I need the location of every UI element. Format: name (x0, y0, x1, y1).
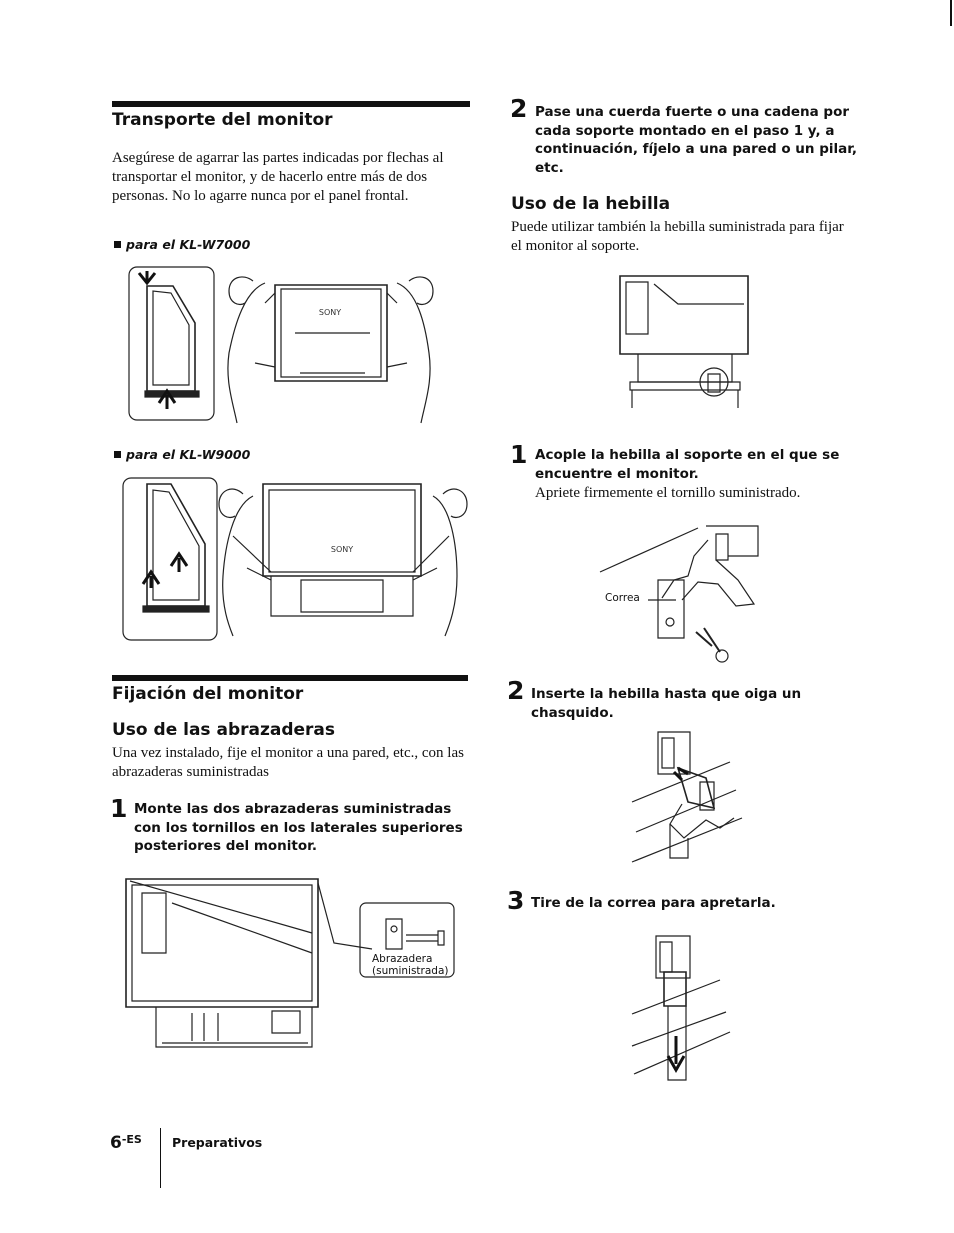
step2-text: Pase una cuerda fuerte o una cadena por cada soporte montado en el paso 1 y, a continuación, fíjelo a una pared o un pilar, etc. (535, 104, 858, 176)
buckle-step3-text: Tire de la correa para apretarla. (531, 895, 776, 911)
figure-strap-tighten (630, 932, 734, 1084)
figure-kl-w7000 (125, 263, 445, 428)
strap-label: Correa (605, 592, 640, 604)
fixing-rule (112, 675, 468, 681)
buckle-title: Uso de la hebilla (511, 194, 671, 214)
fixing-title: Fijación del monitor (112, 684, 304, 704)
page-number (110, 1133, 142, 1153)
transport-title: Transporte del monitor (112, 110, 333, 130)
clamps-subtitle: Uso de las abrazaderas (112, 720, 336, 740)
footer-divider (160, 1128, 161, 1188)
buckle-step3-number: 3 (507, 886, 525, 915)
clamps-step1-text: Monte las dos abrazaderas suministradas con los tornillos en los laterales superiores posteriores del monitor. (134, 801, 463, 854)
sony-logo-w7000: SONY (318, 308, 342, 317)
page-number-suffix: -ES (121, 1133, 142, 1146)
transport-rule (112, 101, 470, 107)
clamp-label-line2: (suministrada) (372, 965, 449, 977)
clamps-step1-number: 1 (110, 794, 128, 823)
caption-kl-w7000: para el KL-W7000 (114, 237, 250, 252)
clamps-body: Una vez instalado, fije el monitor a una pared, etc., con las abrazaderas suministradas (112, 745, 464, 780)
buckle-step1-number: 1 (510, 440, 528, 469)
buckle-step1-text: Acople la hebilla al soporte en el que se encuentre el monitor. (535, 447, 840, 482)
transport-body: Asegúrese de agarrar las partes indicadas por flechas al transportar el monitor, y de hacerlo entre más de dos personas. No lo agarre nunca por el panel frontal. (112, 150, 444, 204)
footer-section: Preparativos (172, 1135, 263, 1150)
clamp-label-line1: Abrazadera (372, 953, 433, 965)
buckle-body: Puede utilizar también la hebilla suministrada para fijar el monitor al soporte. (511, 219, 844, 254)
buckle-step1-note: Apriete firmemente el tornillo suministrado. (535, 485, 801, 501)
caption-kl-w9000: para el KL-W9000 (114, 447, 250, 462)
buckle-step2-text: Inserte la hebilla hasta que oiga un chasquido. (531, 686, 802, 721)
step2-number: 2 (510, 94, 528, 123)
clamp-label (372, 953, 448, 977)
page-number-digit: 6 (110, 1133, 122, 1153)
edge-mark (950, 0, 952, 26)
buckle-step2-number: 2 (507, 676, 525, 705)
figure-buckle-insert (630, 728, 746, 868)
figure-kl-w9000 (121, 476, 461, 641)
sony-logo-w9000: SONY (330, 545, 354, 554)
figure-buckle-overview (618, 274, 754, 410)
